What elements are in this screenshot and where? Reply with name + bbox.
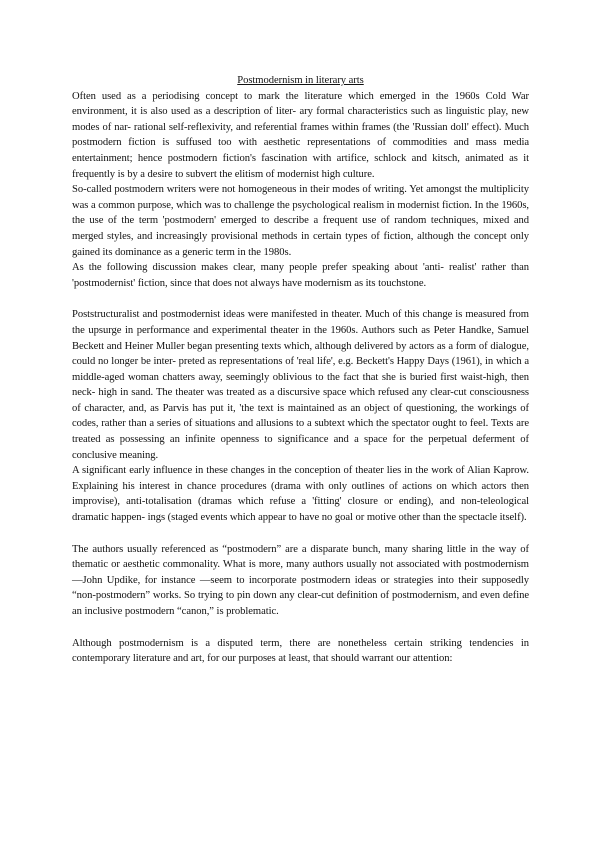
paragraph-disputed-term: Although postmodernism is a disputed term, there are nonetheless certain striking tendencies in contemporary literature and art, for our purposes at least, that should warrant our attention: (72, 637, 529, 665)
paragraph-authors: The authors usually referenced as “postmodern” are a disparate bunch, many sharing little in the way of thematic or aesthetic commonality. What is more, many authors usually not associated with postmodernism—John Updike, for instance —seem to incorporate postmodern ideas or strategies into their supposedly “non-postmodern” works. So trying to pin down any clear-cut definition of postmodernism, and even define an inclusive postmodern “canon,” is problematic. (72, 543, 529, 617)
document-title: Postmodernism in literary arts (237, 75, 364, 86)
paragraph-theater: Poststructuralist and postmodernist ideas were manifested in theater. Much of this change is measured from the upsurge in performance and experimental theater in the 1960s. Authors such as Peter Handke, Samuel Beckett and Heiner Muller began presenting texts which, although delivered by actors as a form of dialogue, could no longer be inter- preted as representations of 'real life', e.g. Beckett's Happy Days (1961), in which a middle-aged woman chatters away, seemingly oblivious to the fact that she is buried first waist-high, then neck- high in sand. The theater was treated as a discursive space which refused any clear-cut consciousness of character, and, as Parvis has put it, 'the text is maintained as an object of questioning, the workings of codes, rather than a series of situations and allusions to a subtext which the spectator ought to feel. Texts are treated as possessing an infinite openness to significance and a space for the perpetual deferment of conclusive meaning. (72, 309, 529, 461)
paragraph-spacer (72, 620, 529, 636)
paragraph-spacer (72, 291, 529, 307)
paragraph-anti-realist: As the following discussion makes clear, many people prefer speaking about 'anti- realist' rather than 'postmodernist' fiction, since that does not always have modernism as its touchstone. (72, 262, 529, 289)
document-page (72, 73, 529, 667)
paragraph-periodising: Often used as a periodising concept to mark the literature which emerged in the 1960s Cold War environment, it is also used as a description of liter- ary formal characteristics such as linguistic play, new modes of nar- rational self-reflexivity, and referential frames within frames (the 'Russian doll' effect). Much postmodern fiction is suffused too with aesthetic representations of commodities and mass media entertainment; hence postmodern fiction's fascination with artifice, schlock and kitsch, animated as it frequently is by a desire to subvert the elitism of modernist high culture. (72, 90, 529, 180)
paragraph-spacer (72, 526, 529, 542)
paragraph-kaprow: A significant early influence in these changes in the conception of theater lies in the work of Alian Kaprow. Explaining his interest in chance procedures (drama with only outlines of actions on which actors then improvise), anti-totalisation (dramas which refuse a 'fitting' closure or ending), and non-teleological dramatic happen- ings (staged events which appear to have no goal or motive other than the spectacle itself). (72, 465, 529, 524)
paragraph-so-called: So-called postmodern writers were not homogeneous in their modes of writing. Yet amongst the multiplicity was a common purpose, which was to challenge the psychological realism in modernist fiction. In the 1960s, the use of the term 'postmodern' emerged to describe a frequent use of random techniques, mixed and merged styles, and increasingly provisional methods in certain types of fiction, although the concept only gained its dominance as a generic term in the 1980s. (72, 184, 529, 258)
